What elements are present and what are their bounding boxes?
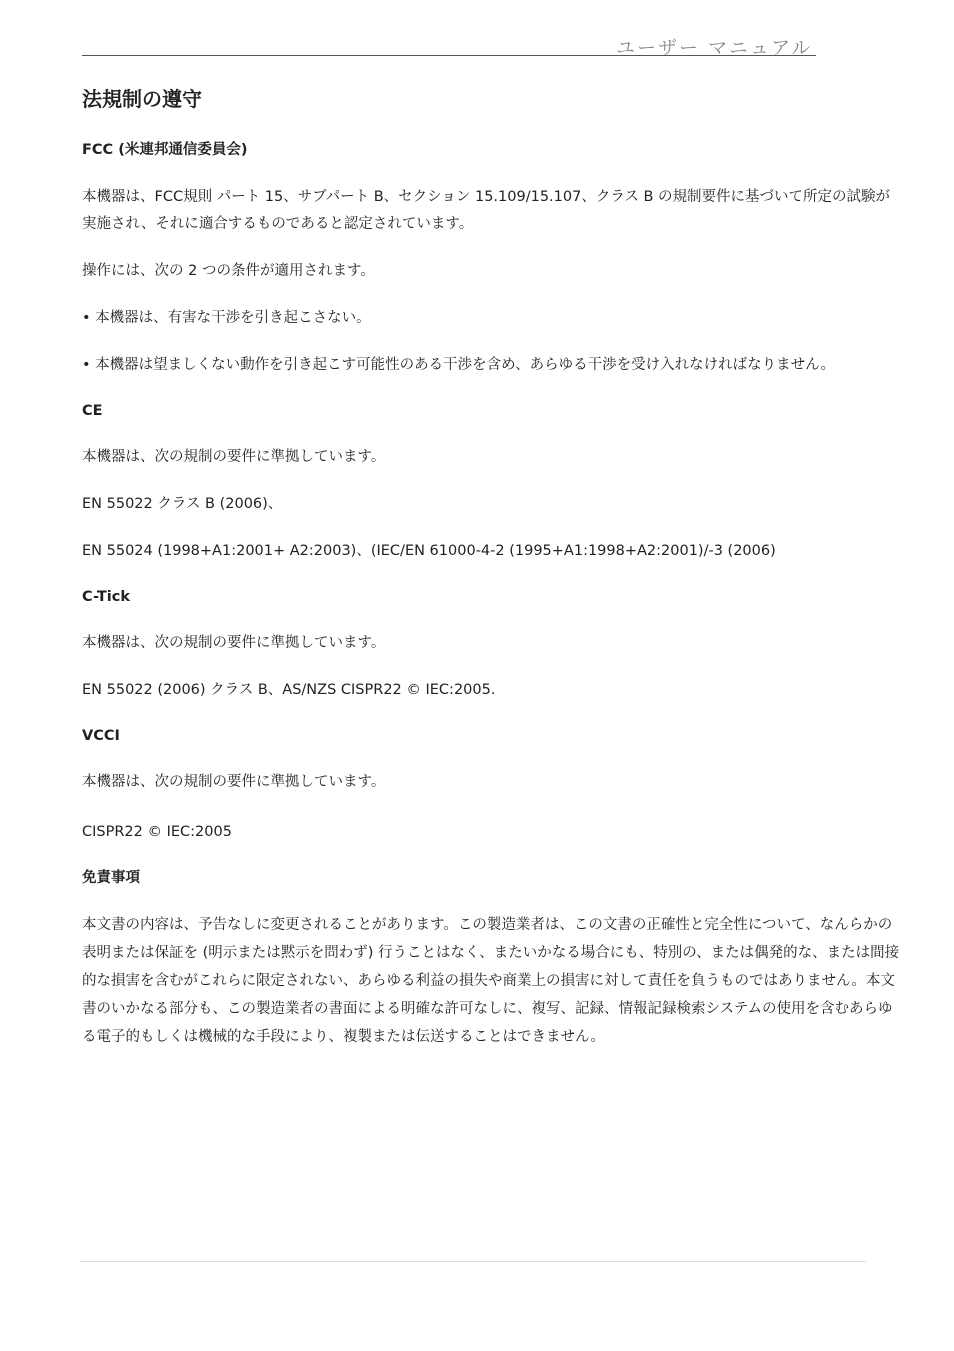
disclaimer-section (82, 868, 904, 1051)
ctick-standard: EN 55022 (2006) クラス B、AS/NZS CISPR22 © IEC:2005. (82, 682, 496, 698)
ctick-section (82, 587, 904, 704)
ce-section (82, 401, 904, 565)
footer-divider (80, 1261, 866, 1262)
fcc-section (82, 140, 904, 379)
header-title: ユーザー マニュアル (616, 37, 813, 59)
document-body (82, 84, 904, 1051)
header-divider (82, 55, 816, 56)
ctick-heading: C-Tick (82, 589, 130, 605)
fcc-condition-2: • 本機器は望ましくない動作を引き起こす可能性のある干渉を含め、あらゆる干渉を受け入れなければなりません。 (82, 357, 835, 373)
vcci-heading: VCCI (82, 728, 120, 744)
ce-heading: CE (82, 403, 103, 419)
vcci-intro: 本機器は、次の規制の要件に準拠しています。 (82, 774, 386, 790)
page-title: 法規制の遵守 (82, 87, 202, 111)
vcci-section (82, 726, 904, 846)
ce-standard-1: EN 55022 クラス B (2006)、 (82, 496, 283, 512)
fcc-condition-1: • 本機器は、有害な干渉を引き起こさない。 (82, 310, 371, 326)
ce-standard-2: EN 55024 (1998+A1:2001+ A2:2003)、(IEC/EN 61000-4-2 (1995+A1:1998+A2:2001)/-3 (2006) (82, 543, 776, 559)
disclaimer-text: 本文書の内容は、予告なしに変更されることがあります。この製造業者は、この文書の正確性と完全性について、なんらかの表明または保証を (明示または黙示を問わず) 行うことはなく、またいかなる場合にも、特別の、または偶発的な、または間接的な損害を含むがこれらに限定されない、あらゆる利益の損失や商業上の損害に対して責任を負うものではありません。本文書のいかなる部分も、この製造業者の書面による明確な許可なしに、複写、記録、情報記録検索システムの使用を含むあらゆる電子的もしくは機械的な手段により、複製または伝送することはできません。 (82, 917, 900, 1045)
disclaimer-heading: 免責事項 (82, 870, 140, 886)
fcc-conditions-intro: 操作には、次の 2 つの条件が適用されます。 (82, 263, 375, 279)
ce-intro: 本機器は、次の規制の要件に準拠しています。 (82, 449, 386, 465)
ctick-intro: 本機器は、次の規制の要件に準拠しています。 (82, 635, 386, 651)
fcc-compliance-text: 本機器は、FCC規則 パート 15、サブパート B、セクション 15.109/15.107、クラス B の規制要件に基づいて所定の試験が実施され、それに適合するものであると認定されています。 (82, 189, 891, 232)
vcci-standard: CISPR22 © IEC:2005 (82, 824, 232, 840)
fcc-heading: FCC (米連邦通信委員会) (82, 142, 248, 158)
